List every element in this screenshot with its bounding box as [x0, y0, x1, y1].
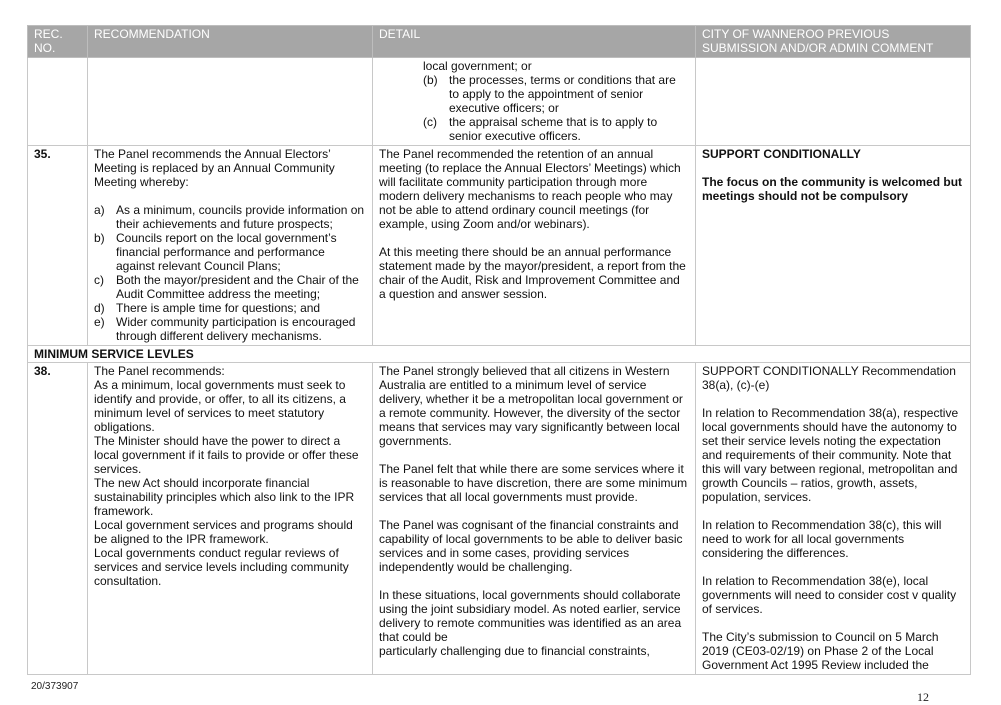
header-detail: DETAIL	[373, 26, 696, 58]
list-item: b) Councils report on the local government’s financial performance and performance against relevant Council Plans;	[94, 231, 337, 273]
section-heading-row	[28, 346, 971, 363]
continuation-row	[28, 58, 971, 146]
page-number: 12	[917, 690, 929, 704]
recommendation-cell: The Panel recommends: As a minimum, local governments must seek to identify and provide, or offer, to all its citizens, a minimum level of services to meet statutory obligations. The Minister should have the power to direct a local government if it fails to provide or offer these services. The new Act should incorporate financial sustainability principles which also link to the IPR framework. Local government services and programs should be aligned to the IPR framework. Local governments conduct regular reviews of services and service levels including community consultation.	[88, 363, 373, 675]
table-row-38	[28, 363, 971, 675]
comment-cell: SUPPORT CONDITIONALLY Recommendation 38(a), (c)-(e) In relation to Recommendation 38(a), respective local governments should have the autonomy to set their service levels noting the expectation and requirements of their community. Note that this will vary between regional, metropolitan and growth Councils – ratios, growth, assets, population, services. In relation to Recommendation 38(c), this will need to work for all local governments considering the differences. In relation to Recommendation 38(e), local governments will need to consider cost v quality of services. The City’s submission to Council on 5 March 2019 (CE03-02/19) on Phase 2 of the Local Government Act 1995 Review included the	[696, 363, 971, 675]
header-rec-no: REC. NO.	[28, 26, 88, 58]
header-comment: CITY OF WANNEROO PREVIOUS SUBMISSION AND/OR ADMIN COMMENT	[696, 26, 971, 58]
detail-cell: The Panel strongly believed that all citizens in Western Australia are entitled to a minimum level of service delivery, whether it be a metropolitan local government or a remote community. However, the diversity of the sector means that services may vary significantly between local governments. The Panel felt that while there are some services where it is reasonable to have discretion, there are some minimum services that all local governments must provide. The Panel was cognisant of the financial constraints and capability of local governments to be able to deliver basic services and in some cases, providing services independently would be challenging. In these situations, local governments should collaborate using the joint subsidiary model. As noted earlier, service delivery to remote communities was identified as an area that could be particularly challenging due to financial constraints,	[373, 363, 696, 675]
status-label: SUPPORT CONDITIONALLY Recommendation 38(a), (c)-(e)	[702, 364, 956, 392]
list-item: c) Both the mayor/president and the Chair of the Audit Committee address the meeting;	[94, 273, 359, 301]
table-header-row	[28, 26, 971, 58]
list-item: (c) the appraisal scheme that is to apply to senior executive officers.	[423, 115, 658, 143]
recommendations-table	[27, 25, 971, 675]
recommendation-cell: The Panel recommends the Annual Electors’ Meeting is replaced by an Annual Community Meeting whereby: a) As a minimum, councils provide information on their achievements and future prospects; b) Councils report on the local government’s financial performance and performance against relevant Council Plans; c) Both the mayor/president and the Chair of the Audit Committee address the meeting; d) There is ample time for questions; and e) Wider community participation is encouraged through different delivery mechanisms.	[88, 146, 373, 346]
header-recommendation: RECOMMENDATION	[88, 26, 373, 58]
comment-cell: SUPPORT CONDITIONALLY The focus on the community is welcomed but meetings should not be compulsory	[696, 146, 971, 346]
table-row-35	[28, 146, 971, 346]
status-label: SUPPORT CONDITIONALLY	[702, 147, 861, 161]
document-reference: 20/373907	[31, 681, 79, 692]
list-item: e) Wider community participation is encouraged through different delivery mechanisms.	[94, 315, 356, 343]
continuation-first-line: local government; or	[423, 59, 532, 73]
continuation-detail	[373, 58, 696, 146]
list-item: (b) the processes, terms or conditions that are to apply to the appointment of senior executive officers; or	[423, 73, 676, 115]
detail-cell: The Panel recommended the retention of an annual meeting (to replace the Annual Electors’ Meetings) which will facilitate community participation through more modern delivery mechanisms to reach people who may not be able to attend ordinary council meetings (for example, using Zoom and/or webinars). At this meeting there should be an annual performance statement made by the mayor/president, a report from the chair of the Audit, Risk and Improvement Committee and a question and answer session.	[373, 146, 696, 346]
rec-number: 35.	[28, 146, 88, 346]
list-item: d) There is ample time for questions; and	[94, 301, 321, 315]
rec-number: 38.	[28, 363, 88, 675]
list-item: a) As a minimum, councils provide information on their achievements and future prospects;	[94, 203, 365, 231]
section-title: MINIMUM SERVICE LEVLES	[28, 346, 971, 363]
